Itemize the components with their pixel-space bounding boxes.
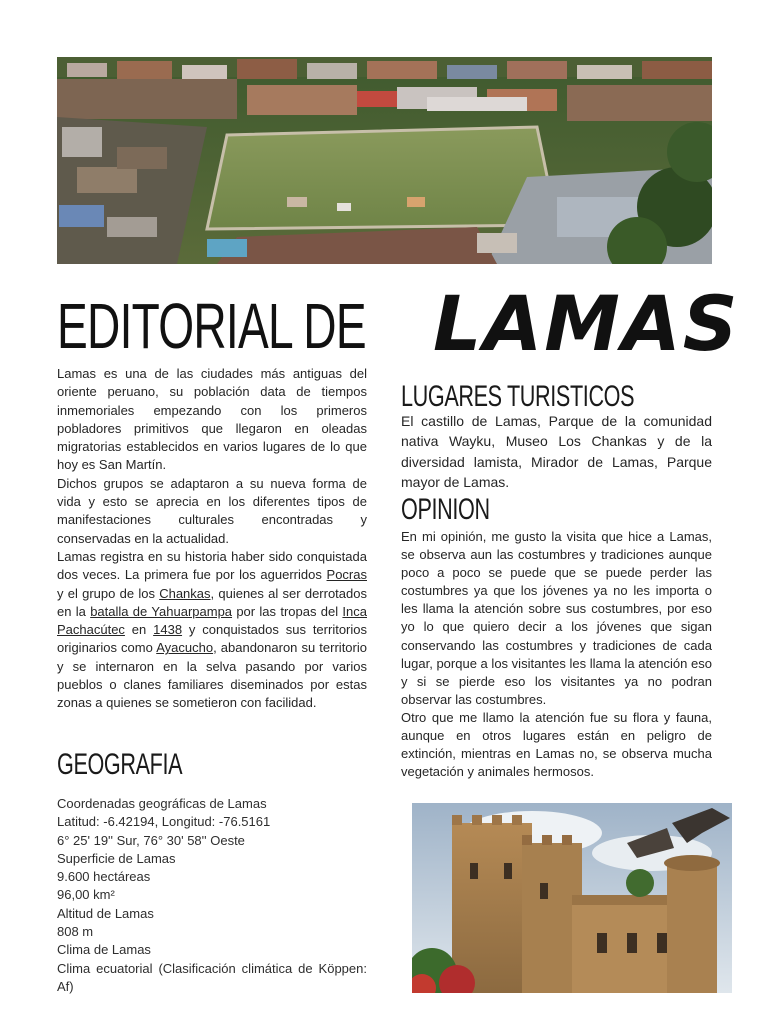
hero-town-photo <box>57 57 712 264</box>
geo-line-clima: Clima ecuatorial (Clasificación climática de Köppen: Af) <box>57 960 367 994</box>
link-batalla-de-yahuarpampa[interactable]: batalla de Yahuarpampa <box>90 603 233 619</box>
opinion-paragraph-1: En mi opinión, me gusto la visita que hice a Lamas, se observa aun las costumbres y tradiciones aunque poco a poco se puede que se puede perder las costumbres ya que los jóvenes ya no les importa o les llama la atención sobre sus costumbres, por eso yo lo que quiero decir a los jóvenes que sigan conservando las costumbres y tradiciones de cada lugar, porque a los visitantes les llama la atención eso y si se pierde eso los visitantes ya no podran observar las costumbres. <box>401 529 712 707</box>
link-pocras[interactable]: Pocras <box>326 567 367 583</box>
intro-paragraph-3 <box>57 548 367 713</box>
opinion-heading: OPINION <box>401 493 490 526</box>
link-ayacucho[interactable]: Ayacucho <box>156 640 214 656</box>
geografia-heading: GEOGRAFIA <box>57 748 183 781</box>
text: por las tropas del <box>232 603 343 619</box>
geo-line: 6° 25' 19'' Sur, 76° 30' 58'' Oeste <box>57 832 245 848</box>
intro-text <box>57 365 367 713</box>
link-1438[interactable]: 1438 <box>153 622 183 638</box>
text: en <box>124 622 154 638</box>
text: y el grupo de los <box>57 585 160 601</box>
geo-line: 96,00 km² <box>57 887 115 903</box>
geo-line: Altitud de Lamas <box>57 905 154 921</box>
lugares-heading: LUGARES TURISTICOS <box>401 380 635 413</box>
geo-line: 808 m <box>57 924 94 940</box>
geo-line: Clima de Lamas <box>57 942 151 958</box>
text: , abandonaron su territorio y se internaron en la selva pasando por varios pueblos o clanes familiares diseminados por estas zonas a quienes se sometieron con facilidad. <box>57 640 367 711</box>
castle-photo <box>412 803 732 993</box>
link-pachacutec[interactable]: Pachacútec <box>57 622 125 638</box>
geo-line: 9.600 hectáreas <box>57 869 151 885</box>
opinion-paragraph-2: Otro que me llamo la atención fue su flora y fauna, aunque en otros lugares están en peligro de extinción, mientras en Lamas no, se observa mucha vegetación y animales hermosos. <box>401 709 712 780</box>
text: y conquistados sus territorios originarios como <box>57 622 368 656</box>
text: Lamas registra en su historia haber sido conquistada dos veces. La primera fue por los aguerridos <box>57 548 367 583</box>
intro-paragraph-2: Dichos grupos se adaptaron a su nueva forma de vida y esto se aprecia en los diferentes tipos de manifestaciones culturales encontradas y conservadas en la actualidad. <box>57 475 367 546</box>
lugares-text: El castillo de Lamas, Parque de la comunidad nativa Wayku, Museo Los Chankas y de la diversidad lamista, Mirador de Lamas, Parque mayor de Lamas. <box>401 413 712 490</box>
title-editorial-de: EDITORIAL DE <box>57 290 366 362</box>
opinion-text <box>401 528 712 781</box>
geo-line: Coordenadas geográficas de Lamas <box>57 796 267 811</box>
geo-line: Latitud: -6.42194, Longitud: -76.5161 <box>57 814 271 830</box>
geo-line: Superficie de Lamas <box>57 850 176 866</box>
title-lamas: LAMAS <box>433 279 740 368</box>
geografia-list <box>57 795 367 996</box>
link-inca[interactable]: Inca <box>342 603 367 619</box>
link-chankas[interactable]: Chankas <box>159 585 211 601</box>
text: , quienes al ser derrotados en la <box>57 585 367 619</box>
intro-paragraph-1: Lamas es una de las ciudades más antiguas del oriente peruano, su población data de tiempos inmemoriales empezando con los primeros pobladores primitivos que llegaron en oleadas migratorias establecidos en varios lugares de lo que hoy es San Martín. <box>57 366 367 473</box>
